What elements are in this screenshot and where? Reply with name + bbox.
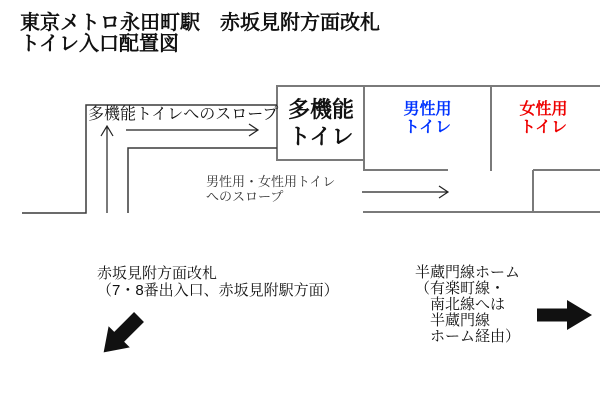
multi-toilet-line1: 多機能 xyxy=(287,97,354,122)
corner-room-walls xyxy=(533,170,600,213)
gate-label-line1: 赤坂見附方面改札 xyxy=(97,265,218,282)
mw-slope-label xyxy=(206,174,335,204)
multi-toilet-line2: トイレ xyxy=(288,124,354,149)
platform-label-line2: （有楽町線・ xyxy=(415,280,506,297)
multi-toilet-room-label xyxy=(278,96,364,150)
platform-direction-arrow xyxy=(537,300,592,330)
platform-label-line4: 半蔵門線 xyxy=(415,312,491,329)
mens-toilet-line2: トイレ xyxy=(403,119,452,136)
mens-toilet-line1: 男性用 xyxy=(403,101,452,118)
womens-toilet-line1: 女性用 xyxy=(519,101,568,118)
gate-label-line2: （7・8番出入口、赤坂見附駅方面） xyxy=(97,282,339,299)
page-title-line1: 東京メトロ永田町駅 赤坂見附方面改札 xyxy=(20,12,380,34)
multi-slope-label: 多機能トイレへのスロープ xyxy=(88,106,279,123)
mw-slope-right-arrow xyxy=(362,186,448,198)
gate-direction-arrow xyxy=(93,306,150,363)
mw-slope-line2: へのスロープ xyxy=(206,189,284,204)
platform-label-line3: 南北線へは xyxy=(415,296,506,313)
platform-label-line5: ホーム経由） xyxy=(415,328,521,345)
mens-toilet-room-label xyxy=(364,101,491,137)
page-title-line2: トイレ入口配置図 xyxy=(20,33,179,55)
multi-slope-right-arrow xyxy=(126,124,258,136)
mw-slope-line1: 男性用・女性用トイレ xyxy=(206,174,336,189)
platform-label xyxy=(415,265,520,345)
platform-label-line1: 半蔵門線ホーム xyxy=(415,264,521,281)
womens-toilet-line2: トイレ xyxy=(519,119,568,136)
womens-toilet-room-label xyxy=(491,101,596,137)
up-arrow xyxy=(101,126,113,213)
gate-label xyxy=(97,265,339,299)
